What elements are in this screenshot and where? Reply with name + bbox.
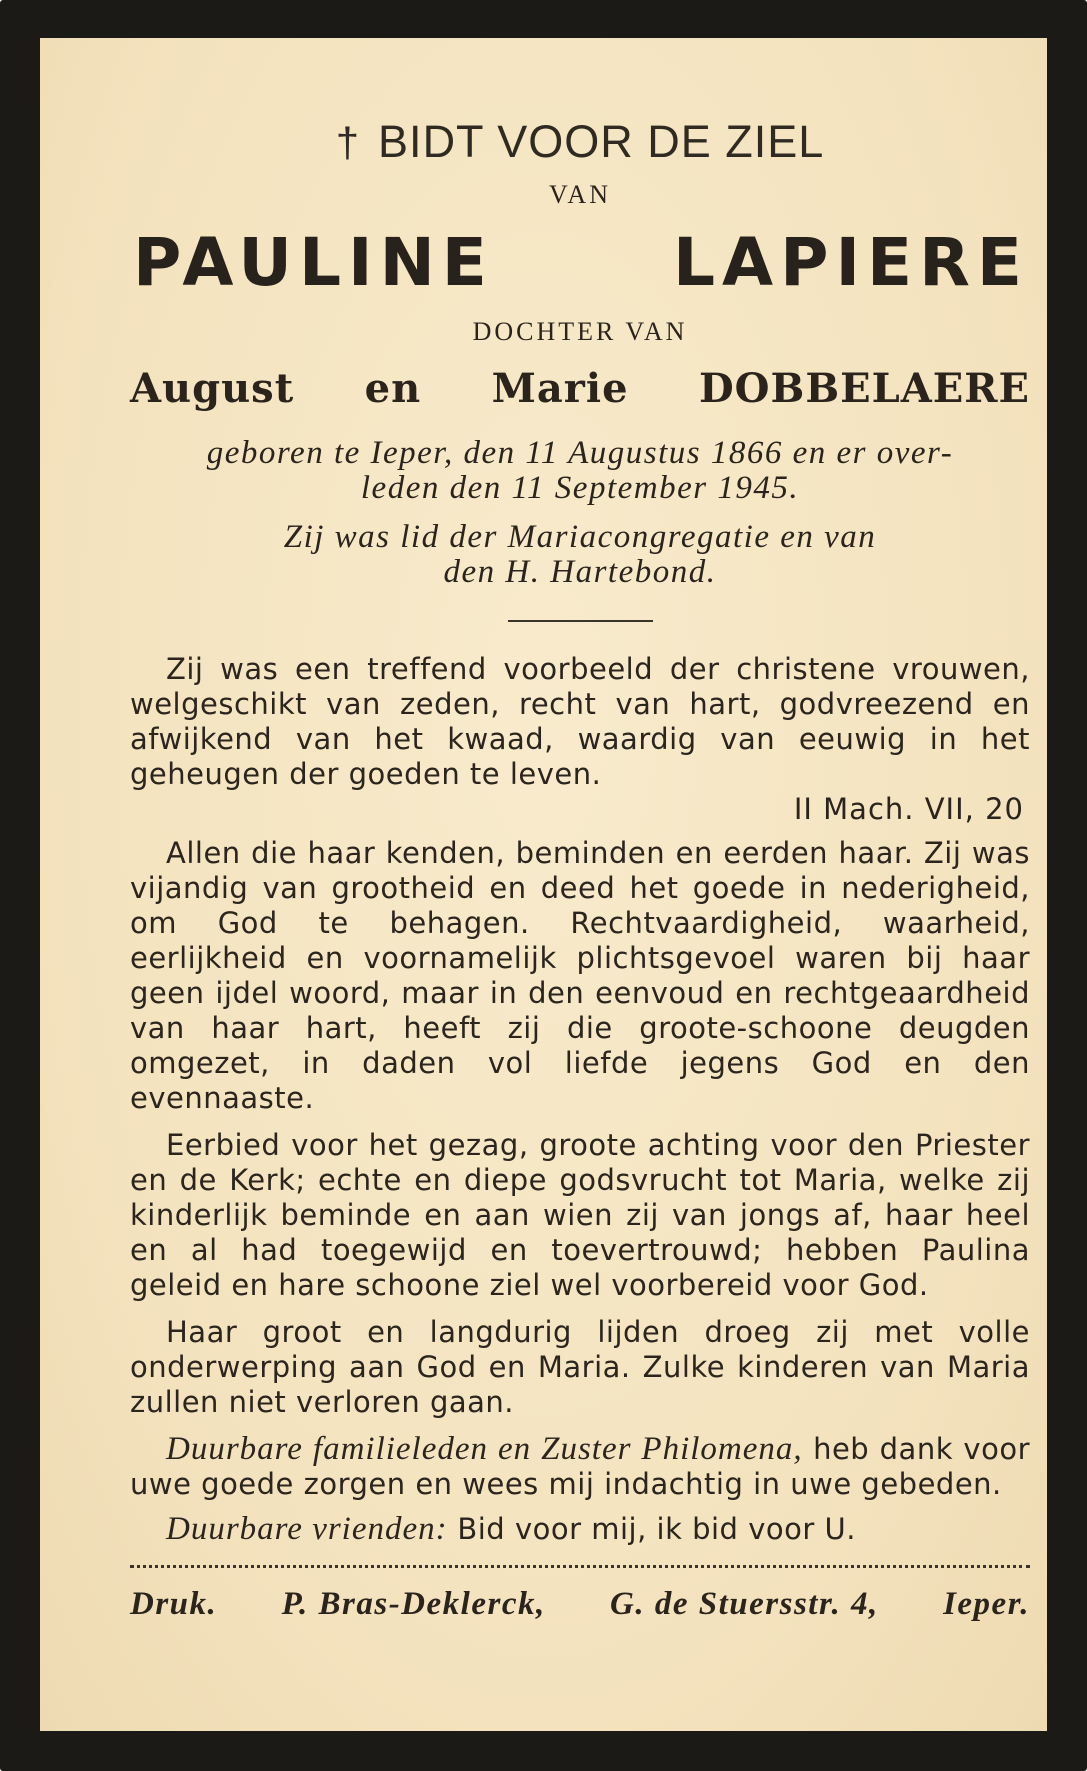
scripture-reference: II Mach. VII, 20	[793, 792, 1024, 826]
paragraph-4-text: Haar groot en langdurig lijden droeg zij met volle onderwerping aan God en Maria. Zulke kinderen van Maria zullen niet verloren gaan.	[130, 1315, 1030, 1419]
printer-part-3: G. de Stuersstr. 4,	[610, 1586, 879, 1622]
paragraph-2-text: Allen die haar kenden, beminden en eerden haar. Zij was vijandig van grootheid en deed het goede in nederigheid, om God te behagen. Rechtvaardigheid, waarheid, eerlijkheid en voornamelijk plichtsgevoel waren bij haar geen ijdel woord, maar in den eenvoud en rechtgeaardheid van haar hart, heeft zij die groote-schoone deugden omgezet, in daden vol liefde jegens God en den evennaaste.	[130, 836, 1030, 1115]
paragraph-2	[130, 836, 1030, 1116]
paragraph-3	[130, 1128, 1030, 1303]
parents-names	[130, 365, 1030, 412]
parent-word-4: DOBBELAERE	[698, 365, 1030, 412]
first-name: PAULINE	[133, 224, 494, 301]
card-paper	[40, 38, 1047, 1731]
heading-text: BIDT VOOR DE ZIEL	[378, 116, 825, 167]
paragraph-6-text: Bid voor mij, ik bid voor U.	[457, 1512, 856, 1546]
membership-info	[130, 520, 1030, 590]
birth-line-2: leden den 11 September 1945.	[360, 470, 800, 506]
printer-part-4: Ieper.	[943, 1586, 1030, 1622]
parent-word-3: Marie	[491, 365, 629, 412]
van-label: VAN	[549, 180, 611, 209]
member-line-2: den H. Hartebond.	[443, 554, 717, 590]
cross-icon: †	[335, 119, 361, 166]
parent-word-1: August	[130, 365, 295, 412]
prayer-heading	[130, 116, 1030, 168]
paragraph-4	[130, 1315, 1030, 1420]
paragraph-3-text: Eerbied voor het gezag, groote achting voor den Priester en de Kerk; echte en diepe godsvrucht tot Maria, welke zij kinderlijk beminde en aan wien zij van jongs af, haar heel en al had toegewijd en toevertrouwd; hebben Paulina geleid en hare schoone ziel wel voorbereid voor God.	[130, 1128, 1030, 1302]
deceased-name	[130, 224, 1030, 301]
paragraph-5-text: heb dank voor uwe goede zorgen en wees mij indachtig in uwe gebeden.	[130, 1432, 1030, 1501]
printer-part-2: P. Bras-Deklerck,	[281, 1586, 546, 1622]
paragraph-5	[130, 1432, 1030, 1502]
birth-death-info	[130, 436, 1030, 506]
last-name: LAPIERE	[672, 224, 1029, 301]
paragraph-6-italic: Duurbare vrienden:	[166, 1511, 448, 1547]
birth-line-1: geboren te Ieper, den 11 Augustus 1866 en er over-	[206, 435, 954, 471]
dotted-divider	[130, 1565, 1030, 1568]
divider-rule	[508, 620, 653, 622]
member-line-1: Zij was lid der Mariacongregatie en van	[283, 519, 877, 555]
paragraph-1	[130, 652, 1030, 792]
paragraph-1-text: Zij was een treffend voorbeeld der christene vrouwen, welgeschikt van zeden, recht van hart, godvreezend en afwijkend van het kwaad, waardig van eeuwig in het geheugen der goeden te leven.	[130, 652, 1030, 791]
printer-part-1: Druk.	[130, 1586, 218, 1622]
paragraph-6	[130, 1512, 1030, 1547]
card-content	[130, 78, 1030, 1623]
parent-word-2: en	[364, 365, 422, 412]
daughter-of-label: DOCHTER VAN	[472, 317, 688, 346]
printer-line	[130, 1586, 1030, 1623]
paragraph-5-italic: Duurbare familieleden en Zuster Philomena,	[166, 1431, 803, 1467]
